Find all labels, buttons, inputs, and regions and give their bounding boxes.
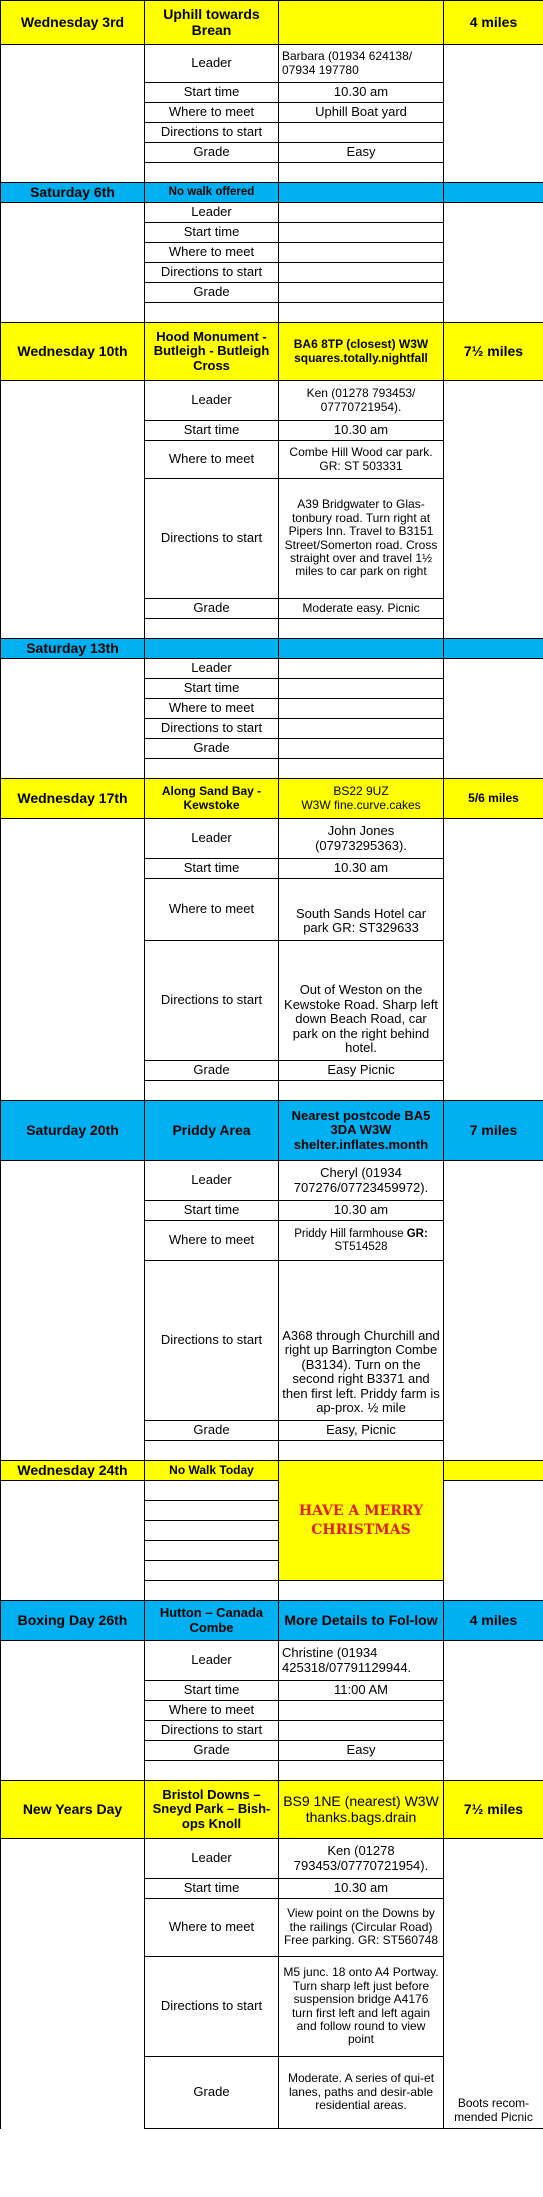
walk-title: Bristol Downs – Sneyd Park – Bish-ops Knoll [145,1781,279,1839]
directions-value: M5 junc. 18 onto A4 Portway. Turn sharp left just before suspension bridge A4176 turn first left and left again and follow round to view point [279,1957,444,2057]
walk-header-row [1,1,543,45]
start-value: 10.30 am [279,1201,444,1221]
field-label: Grade [145,599,279,619]
walk-header-row [1,639,543,659]
field-label: Grade [145,1741,279,1761]
meet-value: View point on the Downs by the railings (Circular Road) Free parking. GR: ST560748 [279,1899,444,1957]
field-label: Start time [145,679,279,699]
grade-value: Moderate. A series of qui-et lanes, paths and desir-able residential areas. [279,2057,444,2129]
christmas-message [279,1461,444,1581]
walk-day: Saturday 20th [1,1101,145,1161]
grid-ref-label: GR: [406,1227,428,1240]
walk-info: BS9 1NE (nearest) W3W thanks.bags.drain [279,1781,444,1839]
walk-day: Boxing Day 26th [1,1601,145,1641]
meet-value [279,1221,444,1261]
field-label: Directions to start [145,1721,279,1741]
meet-value: South Sands Hotel car park GR: ST329633 [279,879,444,941]
field-label: Where to meet [145,1899,279,1957]
start-value: 10.30 am [279,421,444,441]
grade-note: Boots recom-mended Picnic [444,2057,543,2129]
field-label: Directions to start [145,941,279,1061]
field-label: Start time [145,1201,279,1221]
walk-day: Saturday 6th [1,183,145,203]
grade-value: Easy [279,143,444,163]
field-label: Start time [145,223,279,243]
walk-header-row [1,1461,543,1481]
field-label: Leader [145,1161,279,1201]
field-label: Directions to start [145,263,279,283]
field-label: Where to meet [145,441,279,479]
leader-value: Barbara (01934 624138/ 07934 197780 [279,45,444,83]
field-label: Leader [145,1839,279,1879]
meet-value: Combe Hill Wood car park. GR: ST 503331 [279,441,444,479]
walk-day: Wednesday 3rd [1,1,145,45]
field-label: Directions to start [145,719,279,739]
field-label: Start time [145,859,279,879]
walk-title: No walk offered [145,183,279,203]
field-label: Leader [145,203,279,223]
walk-title: Uphill towards Brean [145,1,279,45]
spacer [1,45,145,83]
leader-value: Ken (01278 793453/07770721954). [279,1839,444,1879]
field-label: Grade [145,143,279,163]
walk-day: Wednesday 10th [1,323,145,381]
walk-distance: 7 miles [444,1101,543,1161]
field-label: Grade [145,283,279,303]
field-label: Leader [145,659,279,679]
field-label: Directions to start [145,123,279,143]
walk-info: Nearest postcode BA5 3DA W3W shelter.inflates.month [279,1101,444,1161]
walk-day: New Years Day [1,1781,145,1839]
meet-place: Priddy Hill farmhouse [294,1227,404,1240]
field-label: Start time [145,83,279,103]
directions-value [279,123,444,143]
field-label: Leader [145,381,279,421]
walk-info [279,779,444,819]
grade-value: Easy [279,1741,444,1761]
walk-header-row [1,323,543,381]
field-label: Start time [145,421,279,441]
walk-info-line: W3W fine.curve.cakes [301,797,421,812]
walk-day: Wednesday 17th [1,779,145,819]
walk-header-row [1,183,543,203]
field-label: Start time [145,1879,279,1899]
field-label: Directions to start [145,1957,279,2057]
field-label: Where to meet [145,103,279,123]
field-label: Where to meet [145,1221,279,1261]
grade-value: Easy Picnic [279,1061,444,1081]
field-label: Grade [145,739,279,759]
walk-title: Hood Monument - Butleigh - Butleigh Cross [145,323,279,381]
walk-header-row [1,1781,543,1839]
walk-title: No Walk Today [145,1461,279,1481]
start-value: 10.30 am [279,83,444,103]
field-label: Where to meet [145,1701,279,1721]
walk-distance: 4 miles [444,1601,543,1641]
field-label: Where to meet [145,243,279,263]
field-label: Grade [145,2057,279,2129]
walk-info-line: BS22 9UZ [333,784,389,799]
walk-header-row [1,1101,543,1161]
walk-day: Wednesday 24th [1,1461,145,1481]
field-label: Leader [145,45,279,83]
directions-value: A39 Bridgwater to Glas-tonbury road. Turn right at Pipers Inn. Travel to B3151 Street/Somerton road. Cross straight over and travel 1½ miles to car park on right [279,479,444,599]
walk-day: Saturday 13th [1,639,145,659]
christmas-line: HAVE A MERRY [298,1502,424,1519]
directions-value: A368 through Churchill and right up Barrington Combe (B3134). Turn on the second right B3371 and then first left. Priddy farm is ap-prox. ½ mile [279,1261,444,1421]
walk-info: BA6 8TP (closest) W3W squares.totally.nightfall [279,323,444,381]
grid-ref-value: ST514528 [334,1240,388,1253]
field-label: Leader [145,819,279,859]
field-label: Directions to start [145,479,279,599]
walk-header-row [1,1601,543,1641]
leader-value: Ken (01278 793453/ 07770721954). [279,381,444,421]
walk-distance: 5/6 miles [444,779,543,819]
field-label: Start time [145,1681,279,1701]
walk-info: More Details to Fol-low [279,1601,444,1641]
field-label: Where to meet [145,699,279,719]
start-value: 10.30 am [279,859,444,879]
walk-distance: 7½ miles [444,1781,543,1839]
field-label: Directions to start [145,1261,279,1421]
meet-value: Uphill Boat yard [279,103,444,123]
field-label: Grade [145,1061,279,1081]
directions-value: Out of Weston on the Kewstoke Road. Sharp left down Beach Road, car park on the right behind hotel. [279,941,444,1061]
field-label: Leader [145,1641,279,1681]
walk-distance: 7½ miles [444,323,543,381]
christmas-line: CHRISTMAS [311,1521,411,1538]
spacer [444,45,543,83]
walk-header-row [1,779,543,819]
walk-info [279,1,444,45]
field-label: Grade [145,1421,279,1441]
leader-value: Christine (01934 425318/07791129944. [279,1641,444,1681]
walk-title: Along Sand Bay - Kewstoke [145,779,279,819]
leader-value: Cheryl (01934 707276/07723459972). [279,1161,444,1201]
start-value: 11:00 AM [279,1681,444,1701]
grade-value: Easy, Picnic [279,1421,444,1441]
grade-value: Moderate easy. Picnic [279,599,444,619]
walk-title: Priddy Area [145,1101,279,1161]
start-value: 10.30 am [279,1879,444,1899]
field-label: Where to meet [145,879,279,941]
walk-distance: 4 miles [444,1,543,45]
walk-title: Hutton – Canada Combe [145,1601,279,1641]
leader-value: John Jones (07973295363). [279,819,444,859]
